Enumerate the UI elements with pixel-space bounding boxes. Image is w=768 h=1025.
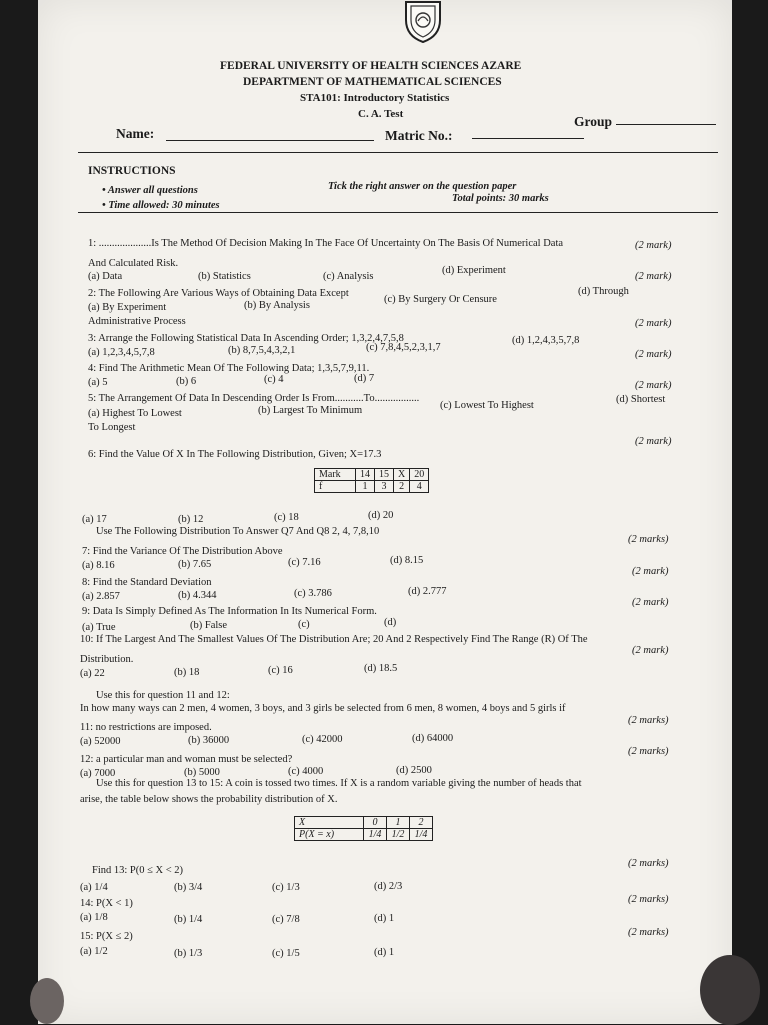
q3-stem: 3: Arrange the Following Statistical Data In Ascending Order; 1,3,2,4,7,5,8 xyxy=(88,333,404,344)
q8-stem: 8: Find the Standard Deviation xyxy=(82,577,212,588)
q5-option-a[interactable]: (a) Highest To Lowest xyxy=(88,408,182,419)
q12-option-c[interactable]: (c) 4000 xyxy=(288,766,324,777)
q4-option-b[interactable]: (b) 6 xyxy=(176,376,197,387)
q15-marks: (2 marks) xyxy=(628,927,669,938)
q13-option-c[interactable]: (c) 1/3 xyxy=(272,882,300,893)
q5-option-c[interactable]: (c) Lowest To Highest xyxy=(440,400,534,411)
q9-option-b[interactable]: (b) False xyxy=(190,620,228,631)
q11-option-c[interactable]: (c) 42000 xyxy=(302,734,343,745)
table-cell: 1 xyxy=(387,817,410,829)
instructions-title: INSTRUCTIONS xyxy=(88,165,176,177)
q11-option-b[interactable]: (b) 36000 xyxy=(188,735,230,746)
q2-marks: (2 mark) xyxy=(635,271,672,282)
instructions-divider xyxy=(78,212,718,213)
q15-stem: 15: P(X ≤ 2) xyxy=(80,931,133,942)
q1-option-b[interactable]: (b) Statistics xyxy=(198,271,251,282)
q14-marks: (2 marks) xyxy=(628,894,669,905)
q15-option-a[interactable]: (a) 1/2 xyxy=(80,946,108,957)
q2-option-c[interactable]: (c) By Surgery Or Censure xyxy=(384,294,497,305)
q5-marks: (2 mark) xyxy=(635,380,672,391)
q9-option-d[interactable]: (d) xyxy=(384,617,397,628)
table-cell: X xyxy=(295,817,364,829)
exam-paper xyxy=(38,0,732,1024)
q4-option-d[interactable]: (d) 7 xyxy=(354,373,375,384)
q11-q12-stem: In how many ways can 2 men, 4 women, 3 boys, and 3 girls be selected from 6 men, 8 women, 4 boys and 5 girls if xyxy=(80,703,566,714)
q9-marks: (2 mark) xyxy=(632,597,669,608)
q6-option-c[interactable]: (c) 18 xyxy=(274,512,299,523)
q12-marks: (2 marks) xyxy=(628,746,669,757)
q12-stem: 12: a particular man and woman must be selected? xyxy=(80,754,293,765)
university-name: FEDERAL UNIVERSITY OF HEALTH SCIENCES AZARE xyxy=(220,60,522,72)
q6-stem: 6: Find the Value Of X In The Following Distribution, Given; X=17.3 xyxy=(88,449,382,460)
q1-stem-cont: And Calculated Risk. xyxy=(88,258,179,269)
q14-option-a[interactable]: (a) 1/8 xyxy=(80,912,108,923)
matric-label: Matric No.: xyxy=(385,128,453,143)
q3-option-b[interactable]: (b) 8,7,5,4,3,2,1 xyxy=(228,345,296,356)
q14-option-b[interactable]: (b) 1/4 xyxy=(174,914,203,925)
q8-option-a[interactable]: (a) 2.857 xyxy=(82,591,120,602)
instruction-item: • Answer all questions xyxy=(102,185,198,196)
q15-option-d[interactable]: (d) 1 xyxy=(374,947,395,958)
q3-option-a[interactable]: (a) 1,2,3,4,5,7,8 xyxy=(88,347,155,358)
q1-option-a[interactable]: (a) Data xyxy=(88,271,123,282)
q7-option-a[interactable]: (a) 8.16 xyxy=(82,560,115,571)
q9-option-c[interactable]: (c) xyxy=(298,619,310,630)
instruction-note: Tick the right answer on the question paper xyxy=(328,181,517,192)
q6-option-a[interactable]: (a) 17 xyxy=(82,514,107,525)
q14-option-c[interactable]: (c) 7/8 xyxy=(272,914,300,925)
q2-option-b[interactable]: (b) By Analysis xyxy=(244,300,310,311)
q13-stem: Find 13: P(0 ≤ X < 2) xyxy=(92,865,184,876)
q3-marks: (2 mark) xyxy=(635,318,672,329)
q4-option-c[interactable]: (c) 4 xyxy=(264,374,284,385)
header-divider xyxy=(78,152,718,153)
q10-option-c[interactable]: (c) 16 xyxy=(268,665,293,676)
q10-option-b[interactable]: (b) 18 xyxy=(174,667,200,678)
table-cell: 1/2 xyxy=(387,829,410,841)
q1-marks: (2 mark) xyxy=(635,240,672,251)
q10-option-a[interactable]: (a) 22 xyxy=(80,668,105,679)
q14-option-d[interactable]: (d) 1 xyxy=(374,913,395,924)
group-label: Group xyxy=(574,114,613,129)
q2-option-d[interactable]: (d) Through xyxy=(578,286,629,297)
instruction-item: • Time allowed: 30 minutes xyxy=(102,200,220,211)
table-cell: 15 xyxy=(375,469,394,481)
test-title: C. A. Test xyxy=(358,108,404,120)
table-cell: 1/4 xyxy=(364,829,387,841)
q6-option-d[interactable]: (d) 20 xyxy=(368,510,394,521)
q11-q12-intro: Use this for question 11 and 12: xyxy=(96,690,230,701)
table-cell: 1 xyxy=(356,481,375,493)
name-label: Name: xyxy=(116,126,155,141)
q8-option-d[interactable]: (d) 2.777 xyxy=(408,586,447,597)
q1-stem: 1: ....................Is The Method Of Decision Making In The Face Of Uncertainty On The Basis Of Numerical Data xyxy=(88,238,564,249)
table-cell: 0 xyxy=(364,817,387,829)
probability-table xyxy=(294,816,433,841)
q10-option-d[interactable]: (d) 18.5 xyxy=(364,663,398,674)
q3-option-d[interactable]: (d) 1,2,4,3,5,7,8 xyxy=(512,335,580,346)
table-cell: 2 xyxy=(410,817,433,829)
name-field-line[interactable] xyxy=(166,140,374,141)
q15-option-b[interactable]: (b) 1/3 xyxy=(174,948,203,959)
table-cell: 3 xyxy=(375,481,394,493)
q1-option-d[interactable]: (d) Experiment xyxy=(442,265,506,276)
table-cell: f xyxy=(315,481,356,493)
q10-stem: 10: If The Largest And The Smallest Values Of The Distribution Are; 20 And 2 Respectively Find The Range (R) Of The xyxy=(80,634,588,645)
q7-option-b[interactable]: (b) 7.65 xyxy=(178,559,212,570)
university-crest-icon xyxy=(400,0,446,44)
q11-stem: 11: no restrictions are imposed. xyxy=(80,722,212,733)
q12-option-b[interactable]: (b) 5000 xyxy=(184,767,220,778)
q2-stem: 2: The Following Are Various Ways of Obtaining Data Except xyxy=(88,288,349,299)
q11-option-d[interactable]: (d) 64000 xyxy=(412,733,454,744)
total-points: Total points: 30 marks xyxy=(452,193,549,204)
table-cell: P(X = x) xyxy=(295,829,364,841)
table-cell: 20 xyxy=(410,469,429,481)
q5-option-b[interactable]: (b) Largest To Minimum xyxy=(258,405,363,416)
table-cell: 1/4 xyxy=(410,829,433,841)
course-title: STA101: Introductory Statistics xyxy=(300,92,450,104)
q5-option-d-cont: To Longest xyxy=(88,422,136,433)
q6-marks: (2 mark) xyxy=(635,436,672,447)
q6-option-b[interactable]: (b) 12 xyxy=(178,514,204,525)
q8-option-b[interactable]: (b) 4.344 xyxy=(178,590,217,601)
table-row xyxy=(315,481,429,493)
q10-stem-cont: Distribution. xyxy=(80,654,134,665)
q7-stem: 7: Find the Variance Of The Distribution Above xyxy=(82,546,283,557)
q10-marks: (2 mark) xyxy=(632,645,669,656)
table-row xyxy=(295,817,433,829)
thumb-shadow xyxy=(30,978,64,1024)
q15-option-c[interactable]: (c) 1/5 xyxy=(272,948,300,959)
q9-option-a[interactable]: (a) True xyxy=(82,622,116,633)
table-cell: Mark xyxy=(315,469,356,481)
q4-option-a[interactable]: (a) 5 xyxy=(88,377,108,388)
q2-option-d-cont: Administrative Process xyxy=(88,316,186,327)
matric-field-line[interactable] xyxy=(472,138,584,139)
table-cell: 4 xyxy=(410,481,429,493)
q7-marks: (2 marks) xyxy=(628,534,669,545)
table-row xyxy=(295,829,433,841)
thumb-shadow xyxy=(700,955,760,1025)
q13-option-b[interactable]: (b) 3/4 xyxy=(174,882,203,893)
table-cell: X xyxy=(394,469,410,481)
q5-stem: 5: The Arrangement Of Data In Descending Order Is From...........To................. xyxy=(88,393,420,404)
q5-option-d[interactable]: (d) Shortest xyxy=(616,394,666,405)
q13-q15-intro: Use this for question 13 to 15: A coin is tossed two times. If X is a random variable giving the number of heads that xyxy=(96,778,582,789)
table-cell: 2 xyxy=(394,481,410,493)
q6-distribution-table xyxy=(314,468,429,493)
q2-option-a[interactable]: (a) By Experiment xyxy=(88,302,167,313)
q13-option-d[interactable]: (d) 2/3 xyxy=(374,881,403,892)
q8-option-c[interactable]: (c) 3.786 xyxy=(294,588,332,599)
q9-stem: 9: Data Is Simply Defined As The Information In Its Numerical Form. xyxy=(82,606,377,617)
q4-stem: 4: Find The Arithmetic Mean Of The Following Data; 1,3,5,7,9,11. xyxy=(88,363,370,374)
q4-marks: (2 mark) xyxy=(635,349,672,360)
q12-option-a[interactable]: (a) 7000 xyxy=(80,768,116,779)
table-row xyxy=(315,469,429,481)
q13-option-a[interactable]: (a) 1/4 xyxy=(80,882,108,893)
department-name: DEPARTMENT OF MATHEMATICAL SCIENCES xyxy=(243,76,502,88)
q12-option-d[interactable]: (d) 2500 xyxy=(396,765,432,776)
q7-q8-intro: Use The Following Distribution To Answer Q7 And Q8 2, 4, 7,8,10 xyxy=(96,526,380,537)
q13-marks: (2 marks) xyxy=(628,858,669,869)
q7-option-d[interactable]: (d) 8.15 xyxy=(390,555,424,566)
group-field-line[interactable] xyxy=(616,124,716,125)
table-cell: 14 xyxy=(356,469,375,481)
q1-option-c[interactable]: (c) Analysis xyxy=(323,271,374,282)
q8-marks: (2 mark) xyxy=(632,566,669,577)
q11-marks: (2 marks) xyxy=(628,715,669,726)
q14-stem: 14: P(X < 1) xyxy=(80,898,133,909)
q11-option-a[interactable]: (a) 52000 xyxy=(80,736,121,747)
q3-option-c[interactable]: (c) 7,8,4,5,2,3,1,7 xyxy=(366,342,441,353)
q7-option-c[interactable]: (c) 7.16 xyxy=(288,557,321,568)
q13-q15-intro-cont: arise, the table below shows the probability distribution of X. xyxy=(80,794,338,805)
